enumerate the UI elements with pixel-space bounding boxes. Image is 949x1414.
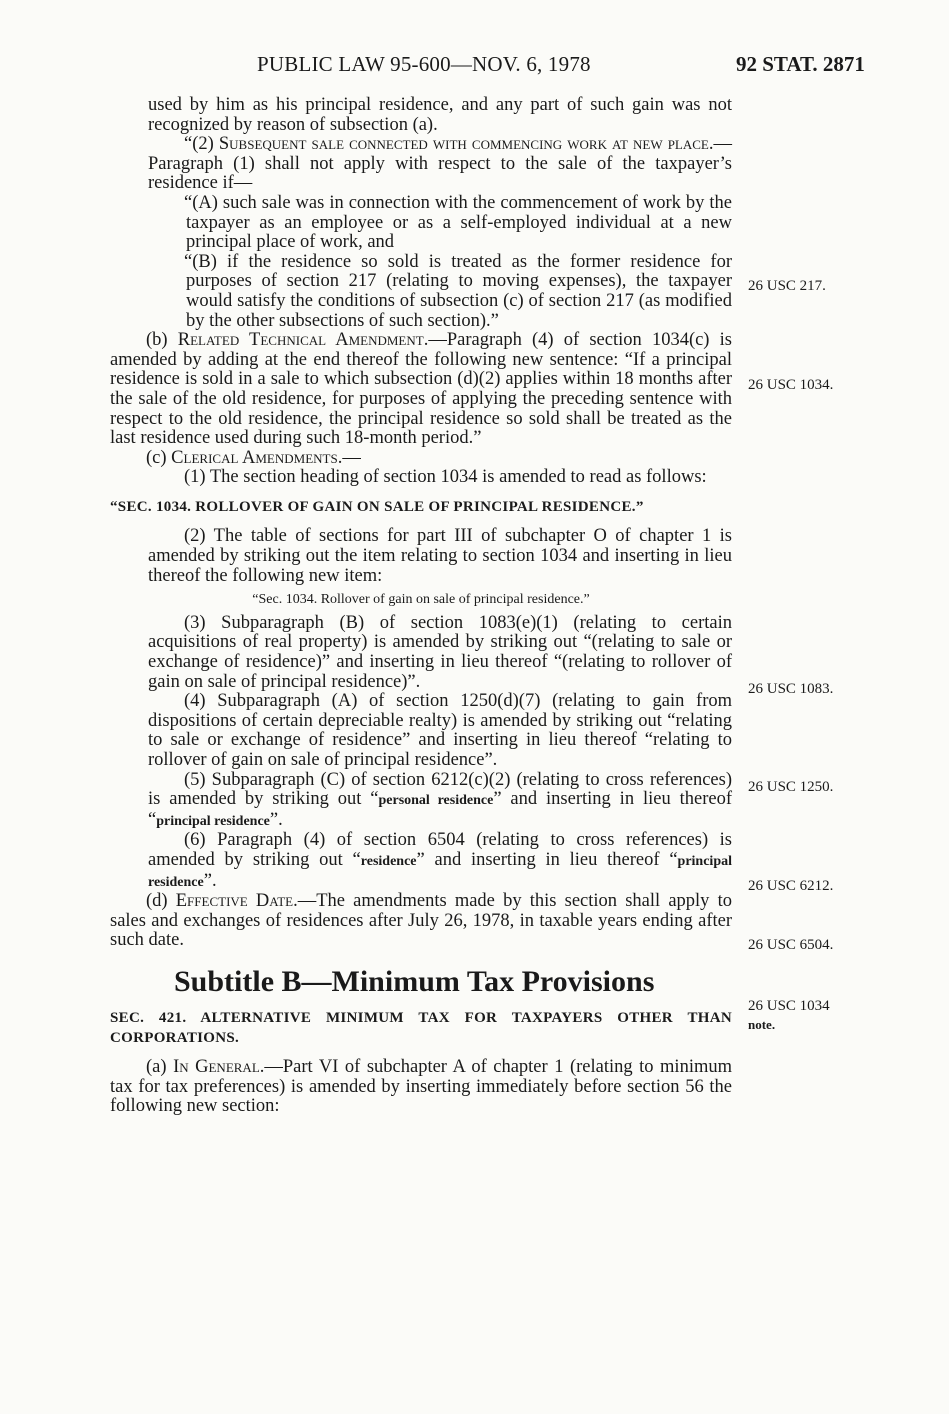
para-heading: Effective Date. bbox=[175, 891, 298, 912]
margin-citation: 26 USC 1250. bbox=[748, 779, 834, 795]
margin-citation: 26 USC 1083. bbox=[748, 681, 834, 697]
para-text: (5) Subparagraph (C) of section 6212(c)(2) (relating to cross references) is amended by striking out “ bbox=[148, 769, 732, 810]
para-text: ” and inserting in lieu thereof “ bbox=[148, 789, 732, 830]
quoted-term: principal residence bbox=[148, 853, 733, 890]
para-text: (6) Paragraph (4) of section 6504 (relating to cross references) is amended by striking out “ bbox=[148, 830, 732, 870]
para-text: “(A) such sale was in connection with the commencement of work by the taxpayer as an employee or as a self-employed individual at a new principal place of work, and bbox=[184, 192, 732, 253]
para-text: —Part VI of subchapter A of chapter 1 (relating to minimum tax for tax preferences) is amended by inserting immediately before section 56 the following new section: bbox=[110, 1057, 732, 1117]
quoted-term: principal residence bbox=[156, 813, 270, 829]
paragraph bbox=[110, 135, 732, 194]
paragraph: (2) The table of sections for part III of subchapter O of chapter 1 is amended by striking out the item relating to section 1034 and inserting in lieu thereof the following new item: bbox=[148, 526, 732, 586]
table-item: “Sec. 1034. Rollover of gain on sale of principal residence.” bbox=[252, 592, 590, 608]
para-text: — bbox=[342, 447, 361, 468]
paragraph bbox=[110, 331, 732, 449]
margin-citation: 26 USC 217. bbox=[748, 278, 826, 294]
paragraph: (4) Subparagraph (A) of section 1250(d)(7) (relating to gain from dispositions of certain depreciable realty) is amended by striking out “relating to sale or exchange of residence” and inserting in lieu thereof “relating to rollover of gain on sale of principal residence”. bbox=[148, 691, 732, 770]
para-heading: Related Technical Amendment. bbox=[177, 330, 429, 351]
para-text: —Paragraph (1) shall not apply with respect to the sale of the taxpayer’s residence if— bbox=[148, 134, 732, 194]
section-heading: SEC. 421. ALTERNATIVE MINIMUM TAX FOR TAXPAYERS OTHER THAN CORPORATIONS. bbox=[110, 1009, 732, 1046]
para-text: ”. bbox=[203, 870, 217, 891]
para-lead: (b) bbox=[146, 330, 178, 351]
para-text: ”. bbox=[269, 809, 283, 830]
para-text: —Paragraph (4) of section 1034(c) is amended by adding at the end thereof the following new sentence: “If a principal residence is sold in a sale to which subsection (d)(2) applies within 18 months after the sale of the old residence, for purposes of applying the preceding sentence with respect to the old residence, the principal residence so sold shall be treated as the last residence used during such 18-month period.” bbox=[110, 330, 732, 449]
para-heading: In General. bbox=[173, 1057, 265, 1078]
section-heading-quote: “SEC. 1034. ROLLOVER OF GAIN ON SALE OF PRINCIPAL RESIDENCE.” bbox=[110, 498, 644, 515]
paragraph bbox=[110, 771, 732, 832]
para-lead: (d) bbox=[146, 891, 176, 912]
para-lead: “(2) bbox=[184, 134, 219, 155]
para-text: “(B) if the residence so sold is treated as the former residence for purposes of section 217 (relating to moving expenses), the taxpayer would satisfy the conditions of subsection (c) of section 217 (as modified by the other subsections of such section).” bbox=[184, 251, 732, 331]
paragraph bbox=[110, 449, 732, 469]
margin-citation: 26 USC 6504. bbox=[748, 937, 834, 953]
body-text bbox=[110, 96, 732, 1117]
margin-citation: 26 USC 1034 bbox=[748, 998, 830, 1014]
paragraph bbox=[110, 831, 732, 892]
paragraph: (3) Subparagraph (B) of section 1083(e)(1) (relating to certain acquisitions of real property) is amended by striking out “(relating to sale or exchange of residence)” and inserting in lieu thereof “(relating to rollover of gain on sale of principal residence)”. bbox=[148, 612, 732, 692]
running-head-stat: 92 STAT. 2871 bbox=[736, 52, 865, 76]
paragraph bbox=[110, 194, 732, 253]
margin-citation: 26 USC 1034. bbox=[748, 377, 834, 393]
quoted-term: personal residence bbox=[378, 793, 494, 809]
paragraph bbox=[110, 892, 732, 951]
para-heading: Subsequent sale connected with commencing work at new place. bbox=[218, 134, 714, 155]
running-head-law: PUBLIC LAW 95-600—NOV. 6, 1978 bbox=[257, 52, 591, 76]
paragraph bbox=[110, 1058, 732, 1117]
subtitle-heading: Subtitle B—Minimum Tax Provisions bbox=[174, 964, 655, 998]
paragraph bbox=[110, 253, 732, 331]
para-heading: Clerical Amendments. bbox=[171, 447, 343, 468]
paragraph: (1) The section heading of section 1034 is amended to read as follows: bbox=[184, 467, 707, 488]
para-text: —The amendments made by this section shall apply to sales and exchanges of residences after July 26, 1978, in taxable years ending after such date. bbox=[110, 891, 732, 951]
para-lead: (c) bbox=[146, 447, 172, 468]
quoted-term: residence bbox=[360, 853, 417, 869]
margin-citation: 26 USC 6212. bbox=[748, 878, 834, 894]
para-text: ” and inserting in lieu thereof “ bbox=[416, 849, 678, 870]
margin-citation-note: note. bbox=[748, 1017, 776, 1032]
para-lead: (a) bbox=[146, 1057, 174, 1078]
paragraph: used by him as his principal residence, and any part of such gain was not recognized by reason of subsection (a). bbox=[148, 95, 732, 135]
